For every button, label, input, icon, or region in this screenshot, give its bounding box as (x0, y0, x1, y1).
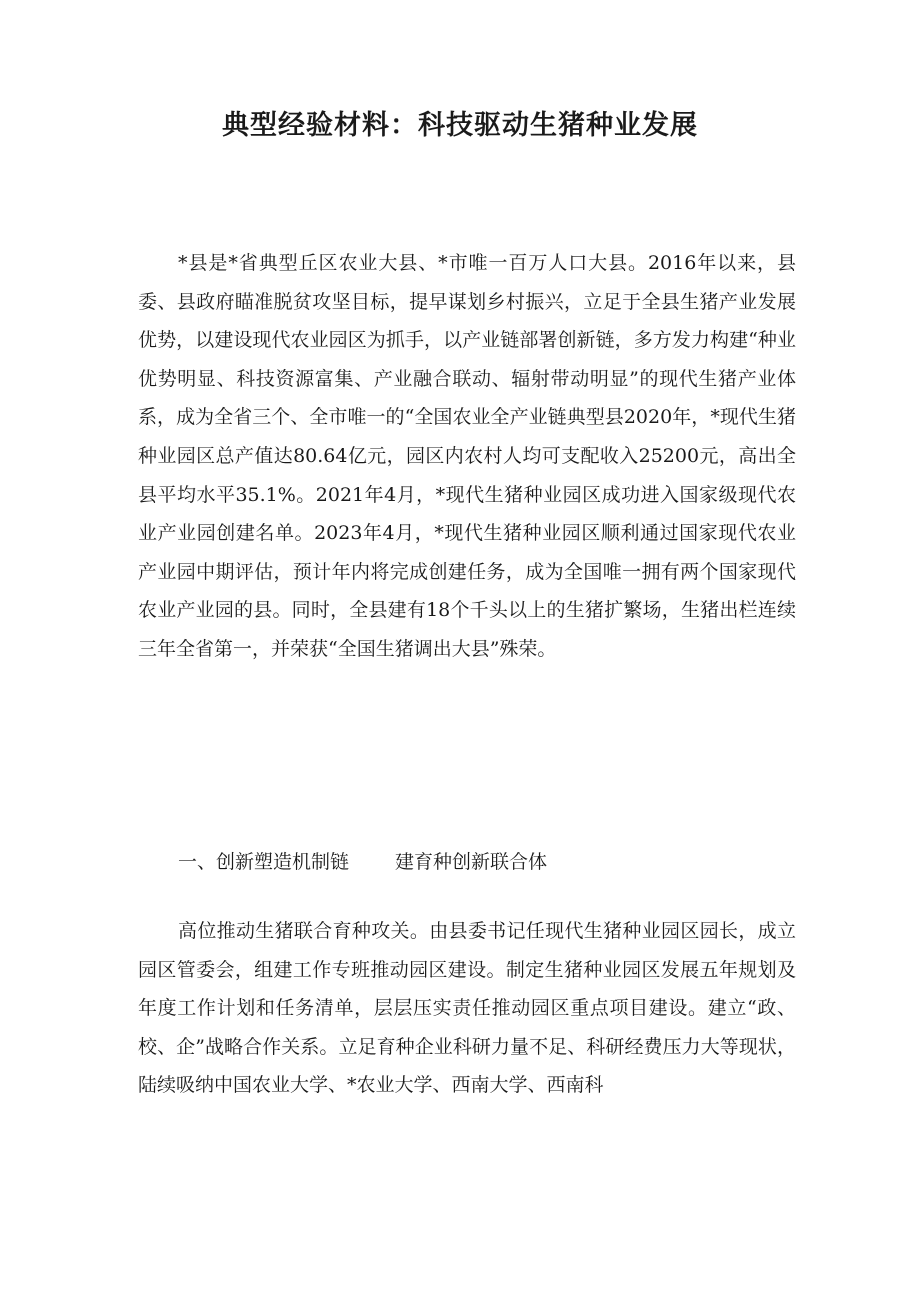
body-paragraph: *县是*省典型丘区农业大县、*市唯一百万人口大县。2016年以来，县委、县政府瞄准脱贫攻坚目标，提早谋划乡村振兴，立足于全县生猪产业发展优势，以建设现代农业园区为抓手，以产业链部署创新链，多方发力构建“种业优势明显、科技资源富集、产业融合联动、辐射带动明显”的现代生猪产业体系，成为全省三个、全市唯一的“全国农业全产业链典型县2020年，*现代生猪种业园区总产值达80.64亿元，园区内农村人均可支配收入25200元，高出全县平均水平35.1%。2021年4月，*现代生猪种业园区成功进入国家级现代农业产业园创建名单。2023年4月，*现代生猪种业园区顺利通过国家现代农业产业园中期评估，预计年内将完成创建任务，成为全国唯一拥有两个国家现代农业产业园的县。同时，全县建有18个千头以上的生猪扩繁场，生猪出栏连续三年全省第一，并荣获“全国生猪调出大县”殊荣。 (138, 252, 796, 660)
document-title: 典型经验材料：科技驱动生猪种业发展 (222, 110, 698, 141)
section-heading (178, 843, 547, 881)
section-heading-part2: 建育种创新联合体 (395, 851, 548, 873)
section-heading-part1: 一、创新塑造机制链 (178, 851, 350, 873)
body-paragraph: 高位推动生猪联合育种攻关。由县委书记任现代生猪种业园区园长，成立园区管委会，组建工作专班推动园区建设。制定生猪种业园区发展五年规划及年度工作计划和任务清单，层层压实责任推动园区重点项目建设。建立“政、校、企”战略合作关系。立足育种企业科研力量不足、科研经费压力大等现状，陆续吸纳中国农业大学、*农业大学、西南大学、西南科 (138, 920, 796, 1097)
